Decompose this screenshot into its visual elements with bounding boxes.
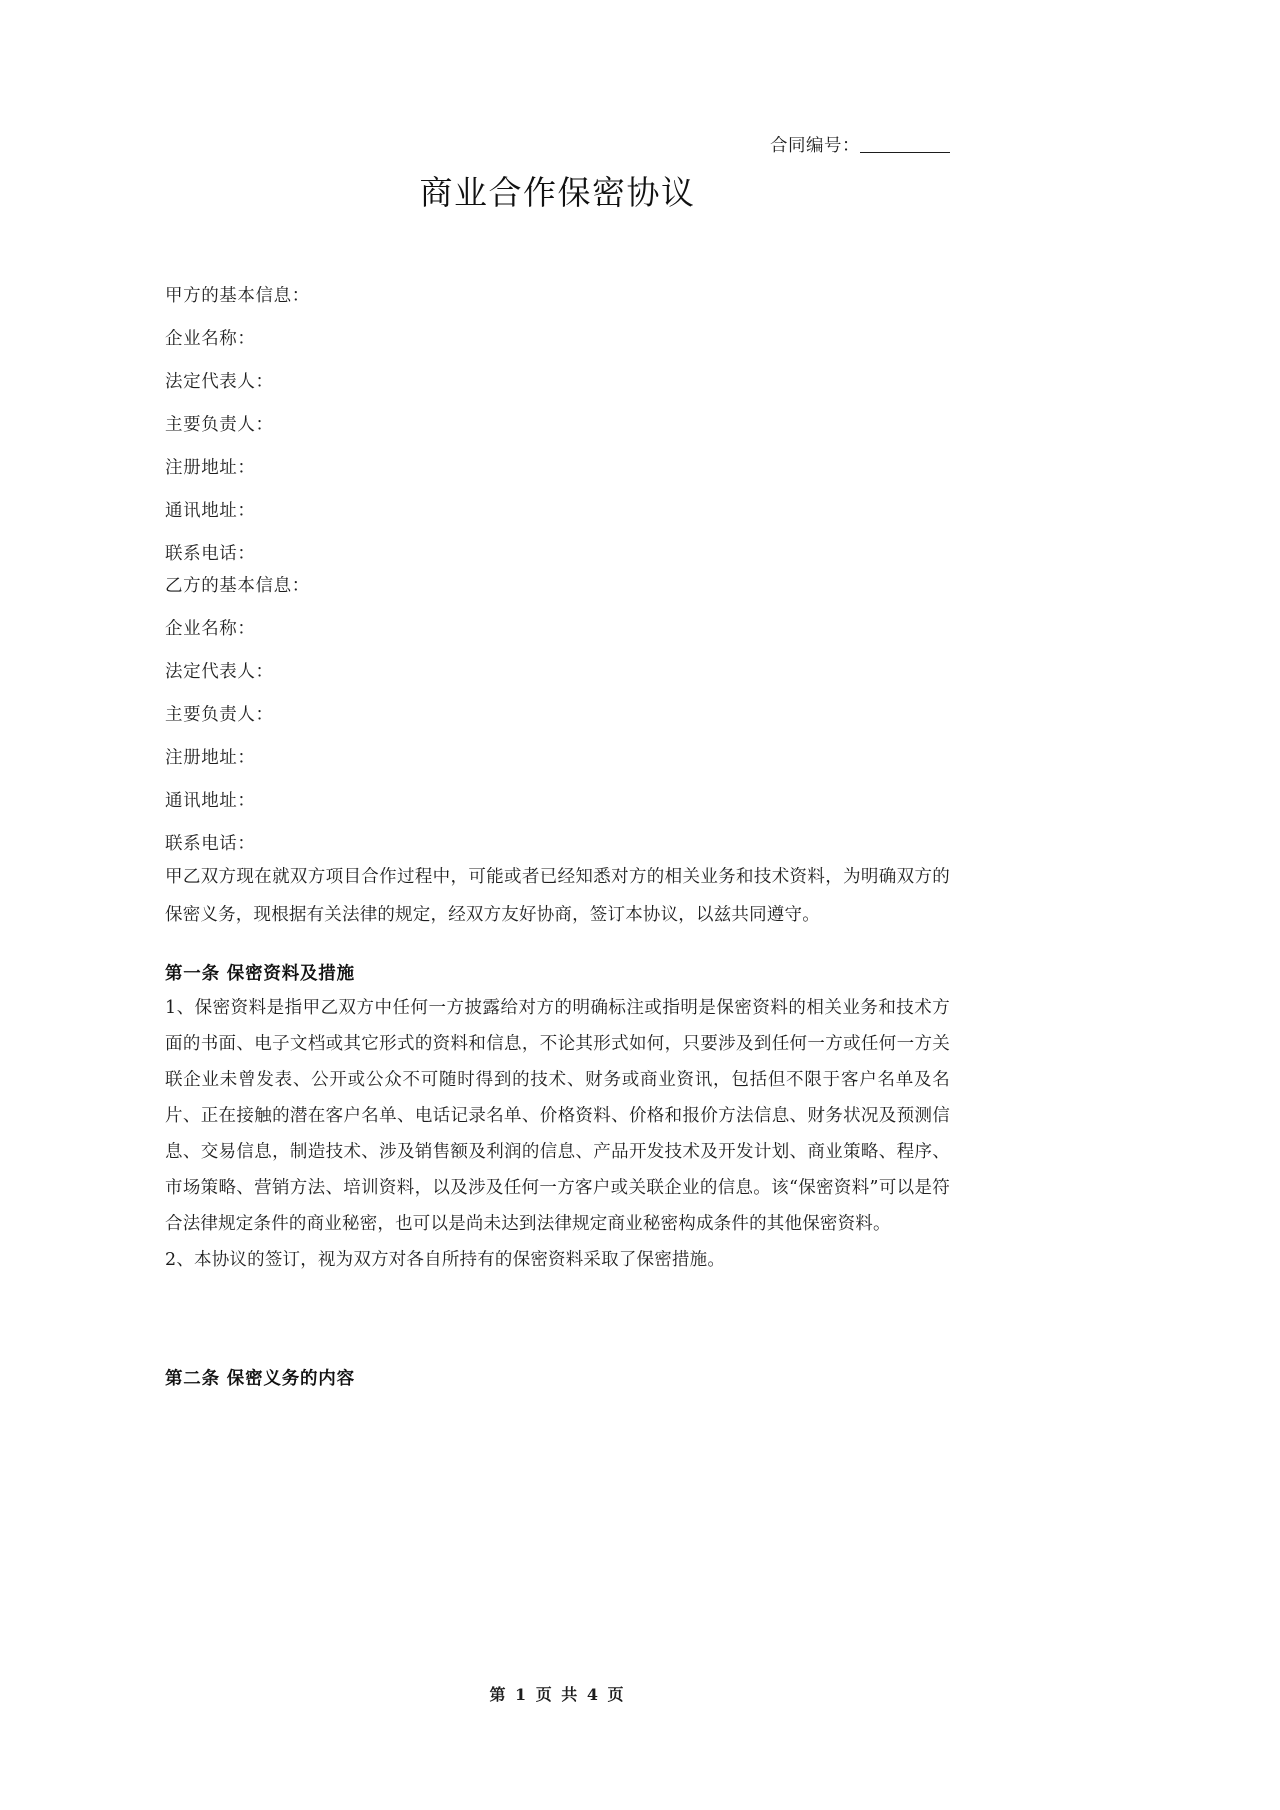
section-2-heading: 第二条 保密义务的内容 <box>165 1369 355 1389</box>
party-b-field-company-name: 企业名称： <box>165 619 256 639</box>
party-a-block <box>165 275 950 576</box>
party-a-field-company-name: 企业名称： <box>165 329 256 349</box>
party-a-field-registered-address: 注册地址： <box>165 458 256 478</box>
page-title: 商业合作保密协议 <box>419 173 696 212</box>
document-sheet <box>165 0 950 1810</box>
section-1-block <box>165 958 950 1278</box>
preamble-block <box>165 858 950 934</box>
section-1-item-2: 2、本协议的签订，视为双方对各自所持有的保密资料采取了保密措施。 <box>165 1250 726 1270</box>
section-1-item-1: 1、保密资料是指甲乙双方中任何一方披露给对方的明确标注或指明是保密资料的相关业务和技术方面的书面、电子文档或其它形式的资料和信息，不论其形式如何，只要涉及到任何一方或任何一方关联企业未曾发表、公开或公众不可随时得到的技术、财务或商业资讯，包括但不限于客户名单及名片、正在接触的潜在客户名单、电话记录名单、价格资料、价格和报价方法信息、财务状况及预测信息、交易信息，制造技术、涉及销售额及利润的信息、产品开发技术及开发计划、商业策略、程序、市场策略、营销方法、培训资料，以及涉及任何一方客户或关联企业的信息。该“保密资料”可以是符合法律规定条件的商业秘密，也可以是尚未达到法律规定商业秘密构成条件的其他保密资料。 <box>165 998 950 1234</box>
preamble-paragraph: 甲乙双方现在就双方项目合作过程中，可能或者已经知悉对方的相关业务和技术资料，为明确双方的保密义务，现根据有关法律的规定，经双方友好协商，签订本协议，以兹共同遵守。 <box>165 867 950 925</box>
party-a-field-mailing-address: 通讯地址： <box>165 501 256 521</box>
party-b-block <box>165 565 950 866</box>
party-a-field-phone: 联系电话： <box>165 544 256 564</box>
party-a-field-legal-representative: 法定代表人： <box>165 372 274 392</box>
section-1-heading: 第一条 保密资料及措施 <box>165 964 355 984</box>
contract-number-blank <box>860 152 950 153</box>
party-b-field-legal-representative: 法定代表人： <box>165 662 274 682</box>
party-b-field-registered-address: 注册地址： <box>165 748 256 768</box>
contract-number-label: 合同编号： <box>770 136 860 156</box>
party-a-heading: 甲方的基本信息： <box>165 286 310 306</box>
party-b-field-phone: 联系电话： <box>165 834 256 854</box>
section-2-block <box>165 1363 950 1395</box>
party-b-field-mailing-address: 通讯地址： <box>165 791 256 811</box>
contract-number-header <box>770 132 950 157</box>
party-b-field-principal: 主要负责人： <box>165 705 274 725</box>
party-a-field-principal: 主要负责人： <box>165 415 274 435</box>
page-footer: 第 1 页 共 4 页 <box>489 1685 626 1704</box>
party-b-heading: 乙方的基本信息： <box>165 576 310 596</box>
